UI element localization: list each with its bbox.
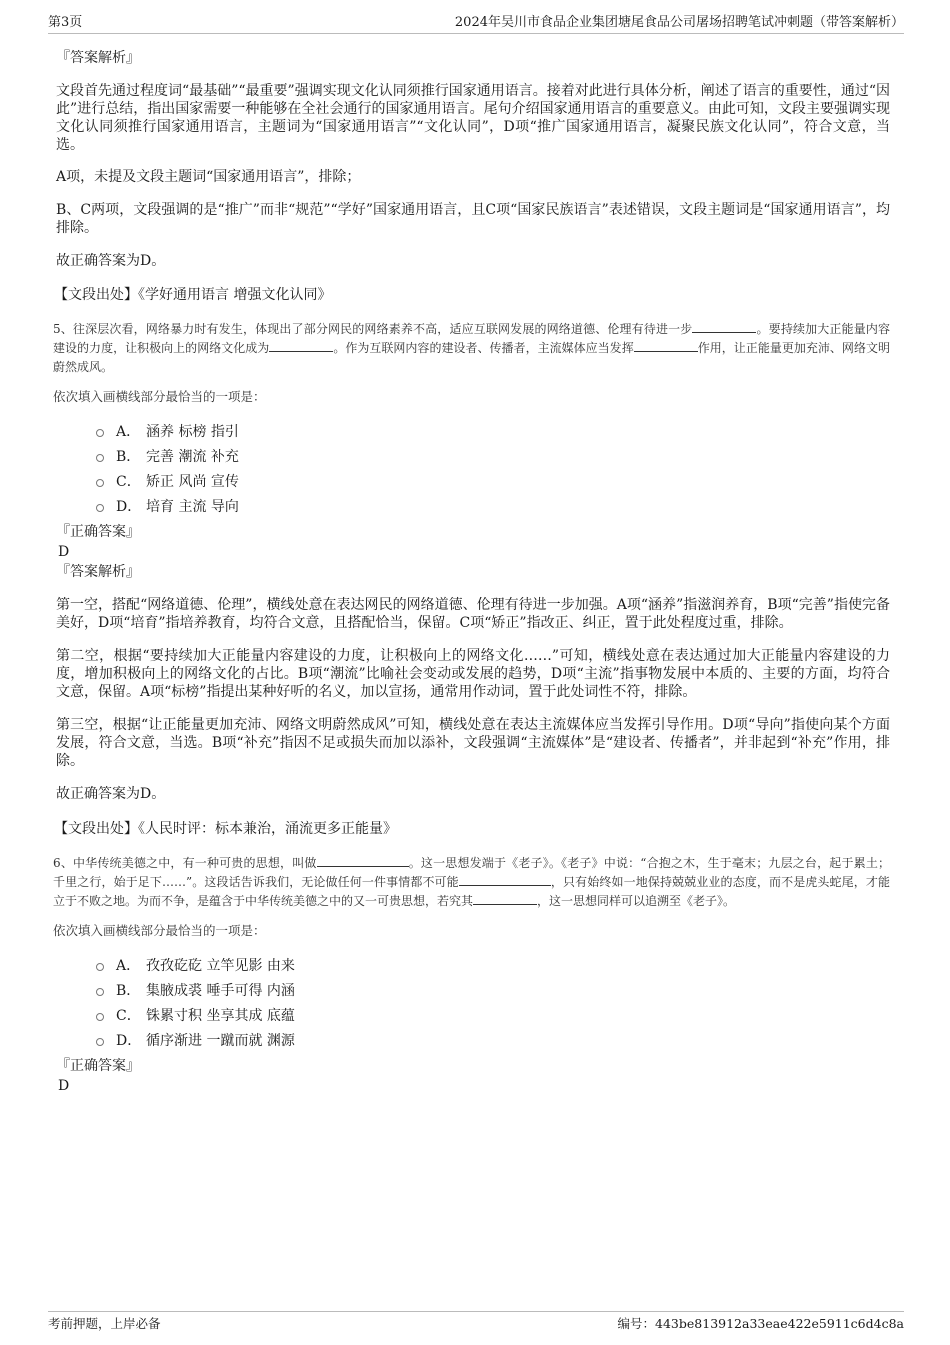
fill-blank [317,854,409,867]
question-5-text [53,320,890,377]
radio-button[interactable] [96,988,104,996]
analysis-paragraph: 第二空，根据“要持续加大正能量内容建设的力度，让积极向上的网络文化……”可知，横线处意在表达通过加大正能量内容建设的力度，增加积极向上的网络文化的占比。B项“潮流”比喻社会变动或发展的趋势，D项“主流”指事物发展中本质的、主要的方面，均符合文意，保留。A项“标榜”指提出某种好听的名义，加以宣扬，通常用作动词，置于此处词性不符，排除。 [56,648,890,700]
option-b[interactable] [56,979,890,1004]
question-text-segment: 6、中华传统美德之中，有一种可贵的思想，叫做 [53,856,317,870]
fill-blank [473,892,537,905]
question-6-text [53,854,890,911]
option-letter: C． [116,1008,141,1024]
question-text-segment: ，只有始终如一地保持兢兢业业的态度，而不是虎头蛇尾，才能立于不败之地。为而不争，是蕴含于中华传统美德之中的又一可贵思想，若究其 [53,875,890,908]
radio-button[interactable] [96,1038,104,1046]
correct-answer: D [58,544,70,560]
question-text-segment: 。作为互联网内容的建设者、传播者，主流媒体应当发挥 [333,341,634,355]
correct-answer: D [58,1078,70,1094]
fill-blank [269,339,333,352]
option-text: 循序渐进 一蹴而就 渊源 [146,1033,295,1049]
radio-button[interactable] [96,1013,104,1021]
option-letter: D． [116,1033,142,1049]
radio-button[interactable] [96,454,104,462]
option-text: 孜孜矻矻 立竿见影 由来 [146,958,295,974]
option-letter: C． [116,474,141,490]
page-footer [48,1311,904,1331]
page-number: 第3页 [48,15,83,30]
analysis-conclusion: 故正确答案为D。 [56,253,166,269]
analysis-paragraph: A项，未提及文段主题词“国家通用语言”，排除； [56,169,361,185]
question-prompt: 依次填入画横线部分最恰当的一项是： [53,389,266,404]
fill-blank [459,873,551,886]
radio-button[interactable] [96,429,104,437]
fill-blank [692,320,756,333]
option-d[interactable] [56,1029,890,1054]
option-letter: A． [116,958,141,974]
option-c[interactable] [56,1004,890,1029]
option-letter: D． [116,499,142,515]
option-text: 铢累寸积 坐享其成 底蕴 [146,1008,295,1024]
option-text: 完善 潮流 补充 [146,449,239,465]
option-letter: B． [116,449,141,465]
option-text: 矫正 风尚 宣传 [146,474,239,490]
analysis-paragraph: 第三空，根据“让正能量更加充沛、网络文明蔚然成风”可知，横线处意在表达主流媒体应当发挥引导作用。D项“导向”指使向某个方面发展，符合文意，当选。B项“补充”指因不足或损失而加以添补，文段强调“主流媒体”是“建设者、传播者”，并非起到“补充”作用，排除。 [56,717,890,769]
radio-button[interactable] [96,479,104,487]
option-b[interactable] [56,445,890,470]
correct-answer-label: 『正确答案』 [56,1058,140,1074]
analysis-label: 『答案解析』 [56,50,140,66]
question-text-segment: 。要持续加大正能量内容建设的力度，让积极向上的网络文化成为 [53,322,890,355]
question-prompt: 依次填入画横线部分最恰当的一项是： [53,923,266,938]
radio-button[interactable] [96,963,104,971]
fill-blank [634,339,698,352]
analysis-paragraph: B、C两项，文段强调的是“推广”而非“规范”“学好”国家通用语言，且C项“国家民族语言”表述错误，文段主题词是“国家通用语言”，均排除。 [56,202,890,236]
analysis-paragraph: 第一空，搭配“网络道德、伦理”，横线处意在表达网民的网络道德、伦理有待进一步加强。A项“涵养”指滋润养育，B项“完善”指使完备美好，D项“培育”指培养教育，均符合文意，且搭配恰当，保留。C项“矫正”指改正、纠正，置于此处程度过重，排除。 [56,597,890,631]
document-title: 2024年吴川市食品企业集团塘尾食品公司屠场招聘笔试冲刺题（带答案解析） [454,15,904,30]
source-citation: 【文段出处】《学好通用语言 增强文化认同》 [54,287,332,303]
page-header [48,13,904,34]
analysis-label: 『答案解析』 [56,564,140,580]
option-text: 涵养 标榜 指引 [146,424,239,440]
option-text: 培育 主流 导向 [146,499,239,515]
option-list [56,954,890,1054]
analysis-paragraph: 文段首先通过程度词“最基础”“最重要”强调实现文化认同须推行国家通用语言。接着对此进行具体分析，阐述了语言的重要性，通过“因此”进行总结，指出国家需要一种能够在全社会通行的国家通用语言。尾句介绍国家通用语言的重要意义。由此可知，文段主要强调实现文化认同须推行国家通用语言，主题词为“国家通用语言”“文化认同”，D项“推广国家通用语言，凝聚民族文化认同”，符合文意，当选。 [56,83,890,153]
footer-slogan: 考前押题，上岸必备 [48,1316,161,1331]
option-letter: B． [116,983,141,999]
question-text-segment: 。这一思想发端于《老子》。《老子》中说：“合抱之木，生于毫末；九层之台，起于累土；千里之行，始于足下……”。这段话告诉我们，无论做任何一件事情都不可能 [53,856,891,889]
option-c[interactable] [56,470,890,495]
option-text: 集腋成裘 唾手可得 内涵 [146,983,295,999]
option-a[interactable] [56,420,890,445]
question-text-segment: 5、往深层次看，网络暴力时有发生，体现出了部分网民的网络素养不高，适应互联网发展的网络道德、伦理有待进一步 [53,322,693,336]
source-citation: 【文段出处】《人民时评：标本兼治，涌流更多正能量》 [54,821,397,837]
document-code: 编号：443be813912a33eae422e5911c6d4c8a [617,1316,904,1331]
analysis-conclusion: 故正确答案为D。 [56,786,166,802]
correct-answer-label: 『正确答案』 [56,524,140,540]
main-content [53,48,891,1096]
option-d[interactable] [56,495,890,520]
question-text-segment: ，这一思想同样可以追溯至《老子》。 [537,894,736,908]
option-letter: A． [116,424,141,440]
option-a[interactable] [56,954,890,979]
question-text-segment: 作用，让正能量更加充沛、网络文明蔚然成风。 [53,341,890,374]
option-list [56,420,890,520]
radio-button[interactable] [96,504,104,512]
